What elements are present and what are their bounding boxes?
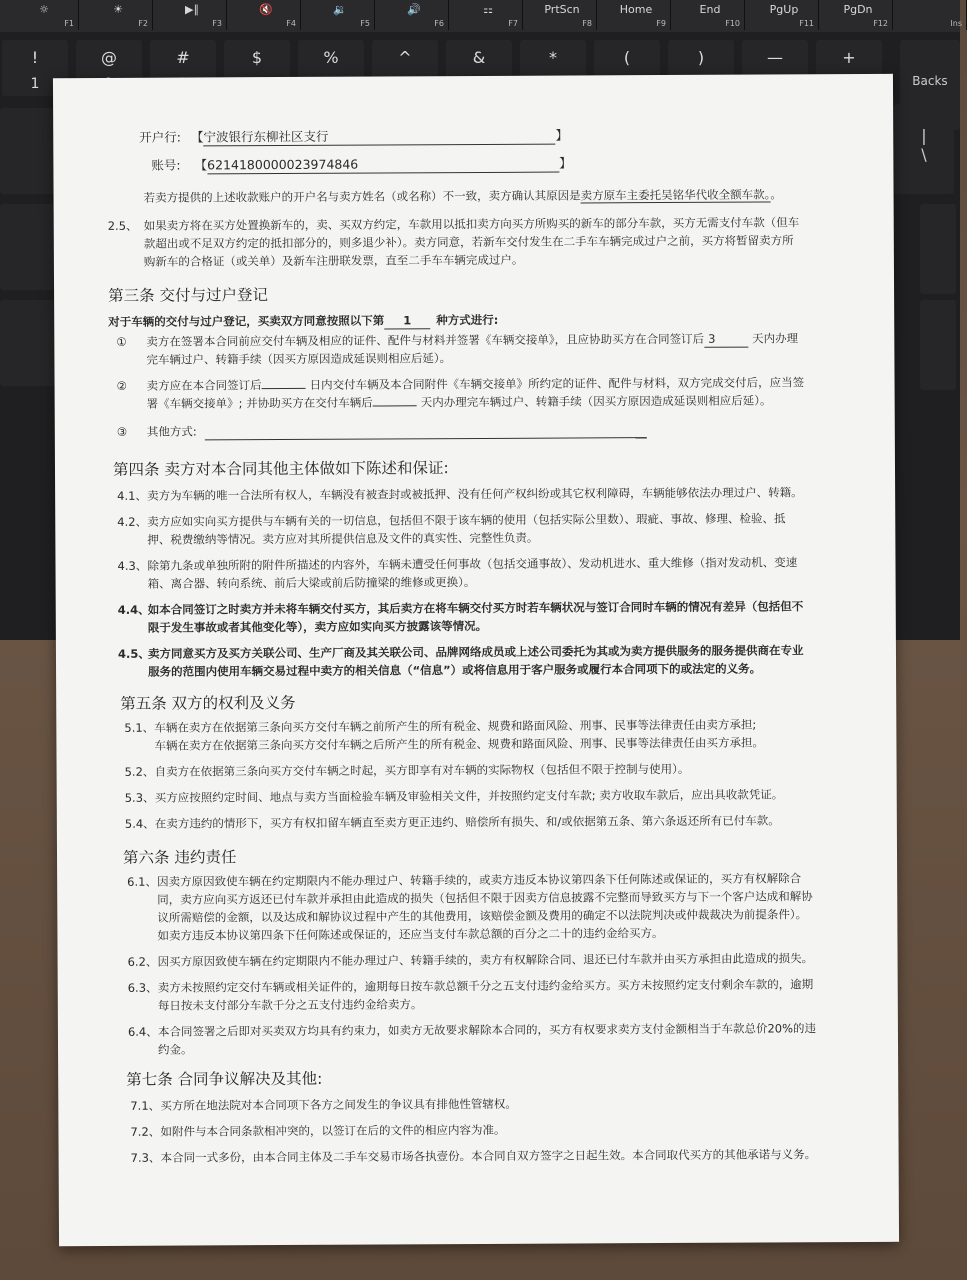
function-key-label: 🔊 [407, 3, 421, 16]
function-key-label: ☀ [113, 3, 123, 16]
bank-value: 宁波银行东柳社区支行 [203, 128, 555, 147]
function-key [602, 0, 671, 30]
article-3-title: 第三条 交付与过户登记 [108, 286, 269, 305]
function-key [380, 0, 449, 30]
clause-4-4-line-2: 限于发生事故或者其他变化等），卖方应如实向买方披露该等情况。 [147, 618, 488, 635]
clause-4-5-line-2: 服务的范围内使用车辆交易过程中卖方的相关信息（“信息”）或将信息用于客户服务或履行本合同项下的或法定的义务。 [148, 661, 762, 679]
option-2-text-b: 日内交付车辆及本合同附件《车辆交接单》所约定的证件、配件与材料，双方完成交付后，应当签 [309, 375, 805, 392]
function-key-label: End [699, 3, 721, 16]
account-value: 6214180000023974846 [207, 156, 559, 175]
number-key-top: ^ [398, 48, 412, 67]
function-key-sub: Ins [950, 19, 962, 28]
number-key-top: — [767, 48, 783, 67]
number-key-top: @ [101, 48, 117, 67]
clause-4-5-line-1: 卖方同意买方及买方关联公司、生产厂商及其关联公司、品牌网络成员或上述公司委托为其或为卖方提供服务的服务提供商在专业 [147, 643, 804, 661]
option-1-days-fill: 3 [704, 331, 748, 348]
function-key-sub: F2 [138, 19, 148, 28]
payee-note-fill: 卖方原车主委托吴铭华代收全额车款。 [580, 187, 771, 203]
article-3-intro [108, 312, 498, 331]
clause-6-1-number: 6.1、 [127, 874, 157, 889]
clause-7-2: 如附件与本合同条款相冲突的，以签订在后的文件的相应内容为准。 [160, 1122, 506, 1139]
number-key-top: + [842, 48, 856, 67]
option-2-text-d: 天内办理完车辆过户、转籍手续（因买方原因造成延误则相应后延）。 [420, 393, 772, 410]
number-key-top: ( [623, 48, 631, 67]
number-key-top: * [549, 48, 557, 67]
clause-4-3-line-1: 除第九条或单独所附的附件所描述的内容外，车辆未遭受任何事故（包括交通事故）、发动机进水、重大维修（指对发动机、变速 [147, 555, 798, 573]
option-3-marker: ③ [116, 424, 128, 439]
right-shift-key [920, 300, 956, 390]
clause-6-3-number: 6.3、 [127, 980, 158, 995]
article-3-intro-a: 对于车辆的交付与过户登记，买卖双方同意按照以下第 [108, 313, 385, 329]
backspace-label: Backs [912, 74, 948, 88]
function-key-label: ⚏ [483, 3, 493, 16]
contract-page [53, 74, 899, 1246]
clause-4-3-number: 4.3、 [117, 558, 148, 573]
function-key [10, 0, 79, 30]
clause-5-4-number: 5.4、 [124, 816, 155, 831]
clause-6-2-number: 6.2、 [127, 954, 158, 969]
number-key-top: % [323, 48, 339, 67]
option-1-marker: ① [116, 334, 127, 349]
function-key-sub: F1 [64, 19, 74, 28]
clause-5-3: 买方应按照约定时间、地点与卖方当面检验车辆及审验相关文件，并按照约定支付车款; 卖方收取车款后，应出具收款凭证。 [154, 787, 784, 805]
function-key [306, 0, 375, 30]
option-2-line-1 [147, 374, 805, 393]
clause-7-3-number: 7.3、 [130, 1150, 161, 1165]
function-key-sub: F11 [799, 19, 814, 28]
account-bracket-close: 】 [559, 155, 572, 171]
option-2-line-2 [147, 392, 772, 411]
pipe-low: \ [921, 145, 927, 164]
function-key-label: 🔇 [259, 3, 273, 16]
clause-5-1-line-2: 车辆在卖方在依据第三条向买方交付车辆之后所产生的所有税金、规费和路面风险、刑事、民事等法律责任由买方承担。 [154, 735, 764, 753]
number-key-low: 1 [30, 76, 40, 92]
option-3-label: 其他方式: [146, 424, 197, 439]
article-4-title: 第四条 卖方对本合同其他主体做如下陈述和保证: [112, 459, 449, 479]
clause-4-4-line-1: 如本合同签订之时卖方并未将车辆交付买方，其后卖方在将车辆交付买方时若车辆状况与签订合同时车辆的情况有差异（包括但不 [147, 599, 804, 617]
option-2-marker: ② [116, 378, 127, 393]
clause-6-3-line-2: 每日按未支付部分车款千分之五支付违约金给卖方。 [157, 997, 423, 1013]
bank-row [139, 128, 568, 147]
pipe-key [894, 104, 954, 194]
clause-5-1-line-1: 车辆在卖方在依据第三条向买方交付车辆之前所产生的所有税金、规费和路面风险、刑事、民事等法律责任由卖方承担; [154, 717, 757, 735]
function-key-label: ☼ [39, 3, 49, 16]
clause-7-2-number: 7.2、 [130, 1124, 161, 1139]
clause-7-3: 本合同一式多份，由本合同主体及二手车交易市场各执壹份。本合同自双方签字之日起生效。本合同取代买方的其他承诺与义务。 [160, 1147, 817, 1165]
article-3-intro-b: 种方式进行: [436, 312, 499, 328]
function-key [454, 0, 523, 30]
clause-5-1-number: 5.1、 [124, 720, 155, 735]
function-key-label: 🔉 [333, 3, 347, 16]
clause-6-1-line-4: 如卖方违反本协议第四条下任何陈述或保证的，还应当支付车款总额的百分之二十的违约金给买方。 [157, 926, 664, 943]
function-key-sub: F5 [360, 19, 370, 28]
payee-note-text: 若卖方提供的上述收款账户的开户名与卖方姓名（或名称）不一致，卖方确认其原因是 [143, 188, 581, 205]
function-key-sub: F12 [873, 19, 888, 28]
function-key [898, 0, 967, 30]
option-2-text-c: 署《车辆交接单》; 并协助买方在交付车辆后 [146, 395, 373, 411]
function-key-label: PgDn [843, 3, 873, 16]
option-1-line-1 [146, 330, 798, 350]
function-key-sub: F8 [582, 19, 592, 28]
function-key [750, 0, 819, 30]
function-key [528, 0, 597, 30]
clause-7-1-number: 7.1、 [130, 1098, 161, 1113]
clause-4-2-line-2: 押、税费缴纳等情况。卖方应对其所提供信息及文件的真实性、完整性负责。 [147, 530, 539, 547]
option-2-text-a: 卖方应在本合同签订后 [146, 378, 262, 393]
function-key-label: PgUp [769, 3, 799, 16]
function-key-label: PrtScn [544, 3, 580, 16]
article-6-title: 第六条 违约责任 [122, 848, 237, 867]
clause-6-2: 因买方原因致使车辆在约定期限内不能办理过户、转籍手续的，卖方有权解除合同、退还已付车款并由买方承担由此造成的损失。 [157, 951, 814, 969]
option-1-text-a: 卖方在签署本合同前应交付车辆及相应的证件、配件与材料并签署《车辆交接单》，且应协助买方在合同签订后 [146, 331, 705, 349]
clause-5-3-number: 5.3、 [124, 790, 155, 805]
pipe-top: | [921, 126, 927, 145]
clause-2-5-line-3: 购新车的合格证（或关单）及新车注册联发票，直至二手车车辆完成过户。 [143, 252, 524, 269]
function-key [84, 0, 153, 30]
clause-4-1-number: 4.1、 [117, 488, 147, 503]
article-5-title: 第五条 双方的权利及义务 [120, 693, 296, 713]
clause-2-5-line-2: 款超出或不足双方约定的抵扣部分的，则多退少补）。卖方同意，若新车交付发生在二手车车辆完成过户之前，买方将暂留卖方所 [143, 233, 794, 251]
clause-2-5-number: 2.5、 [107, 218, 138, 233]
function-key-sub: F9 [656, 19, 666, 28]
function-key-label: ▶∥ [185, 3, 199, 16]
clause-6-1-line-1: 因卖方原因致使车辆在约定期限内不能办理过户、转籍手续的，或卖方违反本协议第四条下任何陈述或保证的，买方有权解除合 [157, 871, 802, 889]
clause-4-4-number: 4.4、 [117, 602, 150, 617]
clause-5-2-number: 5.2、 [124, 764, 155, 779]
tab-key [0, 108, 60, 194]
clause-6-4-line-1: 本合同签署之后即对买卖双方均具有约束力，如卖方无故要求解除本合同的，买方有权要求卖方支付金额相当于车款总价20%的违 [157, 1021, 817, 1039]
function-key-sub: F6 [434, 19, 444, 28]
shift-key [0, 300, 60, 386]
number-key-top: $ [251, 48, 263, 67]
clause-6-1-line-2: 同，卖方应向买方返还已付车款并承担由此造成的损失（包括但不限于因卖方信息披露不完整而导致买方与下一个客户达成和解协 [157, 889, 813, 907]
clause-6-4-line-2: 约金。 [157, 1042, 193, 1057]
option-1-line-2: 完车辆过户、转籍手续（因买方原因造成延误则相应后延）。 [146, 351, 452, 367]
clause-4-2-line-1: 卖方应如实向买方提供与车辆有关的一切信息，包括但不限于该车辆的使用（包括实际公里数）、瑕疵、事故、修理、检验、抵 [147, 511, 786, 529]
account-label: 账号: [151, 157, 181, 173]
function-key-sub: F4 [286, 19, 296, 28]
payee-note-end: 。 [770, 187, 782, 202]
payee-note [144, 186, 782, 205]
function-key-row [0, 0, 960, 32]
function-key [232, 0, 301, 30]
clause-4-5-number: 4.5、 [117, 646, 150, 661]
clause-4-2-number: 4.2、 [117, 514, 148, 529]
account-bracket-open: 【 [194, 157, 208, 173]
bank-bracket-open: 【 [190, 129, 204, 145]
number-key-top: & [472, 48, 486, 67]
enter-key [920, 204, 956, 294]
function-key-label: Home [619, 3, 653, 16]
bank-bracket-close: 】 [555, 127, 569, 143]
number-key-top: ! [31, 48, 39, 67]
article-3-method-fill: 1 [384, 312, 430, 329]
clause-5-2: 自卖方在依据第三条向买方交付车辆之时起，买方即享有对车辆的实际物权（包括但不限于控制与使用）。 [154, 761, 690, 779]
function-key-sub: F7 [508, 19, 518, 28]
function-key [158, 0, 227, 30]
option-3-blank [205, 437, 647, 440]
bank-label: 开户行: [139, 129, 182, 145]
function-key-sub: F10 [725, 19, 740, 28]
clause-2-5-line-1: 如果卖方将在买方处置换新车的，卖、买双方约定，车款用以抵扣卖方向买方所购买的新车的部分车款，买方无需支付车款（但车 [143, 215, 800, 233]
article-7-title: 第七条 合同争议解决及其他: [126, 1069, 323, 1089]
account-row [151, 155, 571, 174]
function-key-sub: F3 [212, 19, 222, 28]
function-key [824, 0, 893, 30]
number-key-top: # [176, 48, 190, 67]
function-key [676, 0, 745, 30]
number-key-top: ) [697, 48, 705, 67]
clause-4-1: 卖方为车辆的唯一合法所有权人，车辆没有被查封或被抵押、没有任何产权纠纷或其它权利障碍，车辆能够依法办理过户、转籍。 [147, 485, 803, 503]
clause-7-1: 买方所在地法院对本合同项下各方之间发生的争议具有排他性管辖权。 [160, 1096, 517, 1113]
clause-6-3-line-1: 卖方未按照约定交付车辆或相关证件的，逾期每日按车款总额千分之五支付违约金给买方。买方未按照约定支付剩余车款的，逾期 [157, 977, 814, 995]
clause-6-4-number: 6.4、 [127, 1024, 158, 1039]
clause-5-4: 在卖方违约的情形下，买方有权扣留车辆直至卖方更正违约、赔偿所有损失、和/或依据第五条、第六条返还所有已付车款。 [154, 813, 780, 831]
clause-4-3-line-2: 箱、离合器、转向系统、前后大梁或前后防撞梁的维修或更换）。 [147, 575, 476, 591]
caps-key [0, 204, 60, 290]
clause-6-1-line-3: 议所需赔偿的金额，以及达成和解协议过程中产生的其他费用，该赔偿金额及费用的确定不以法院判决或仲裁裁决为前提条件）。 [157, 907, 808, 925]
option-1-text-b: 天内办理 [752, 331, 799, 346]
